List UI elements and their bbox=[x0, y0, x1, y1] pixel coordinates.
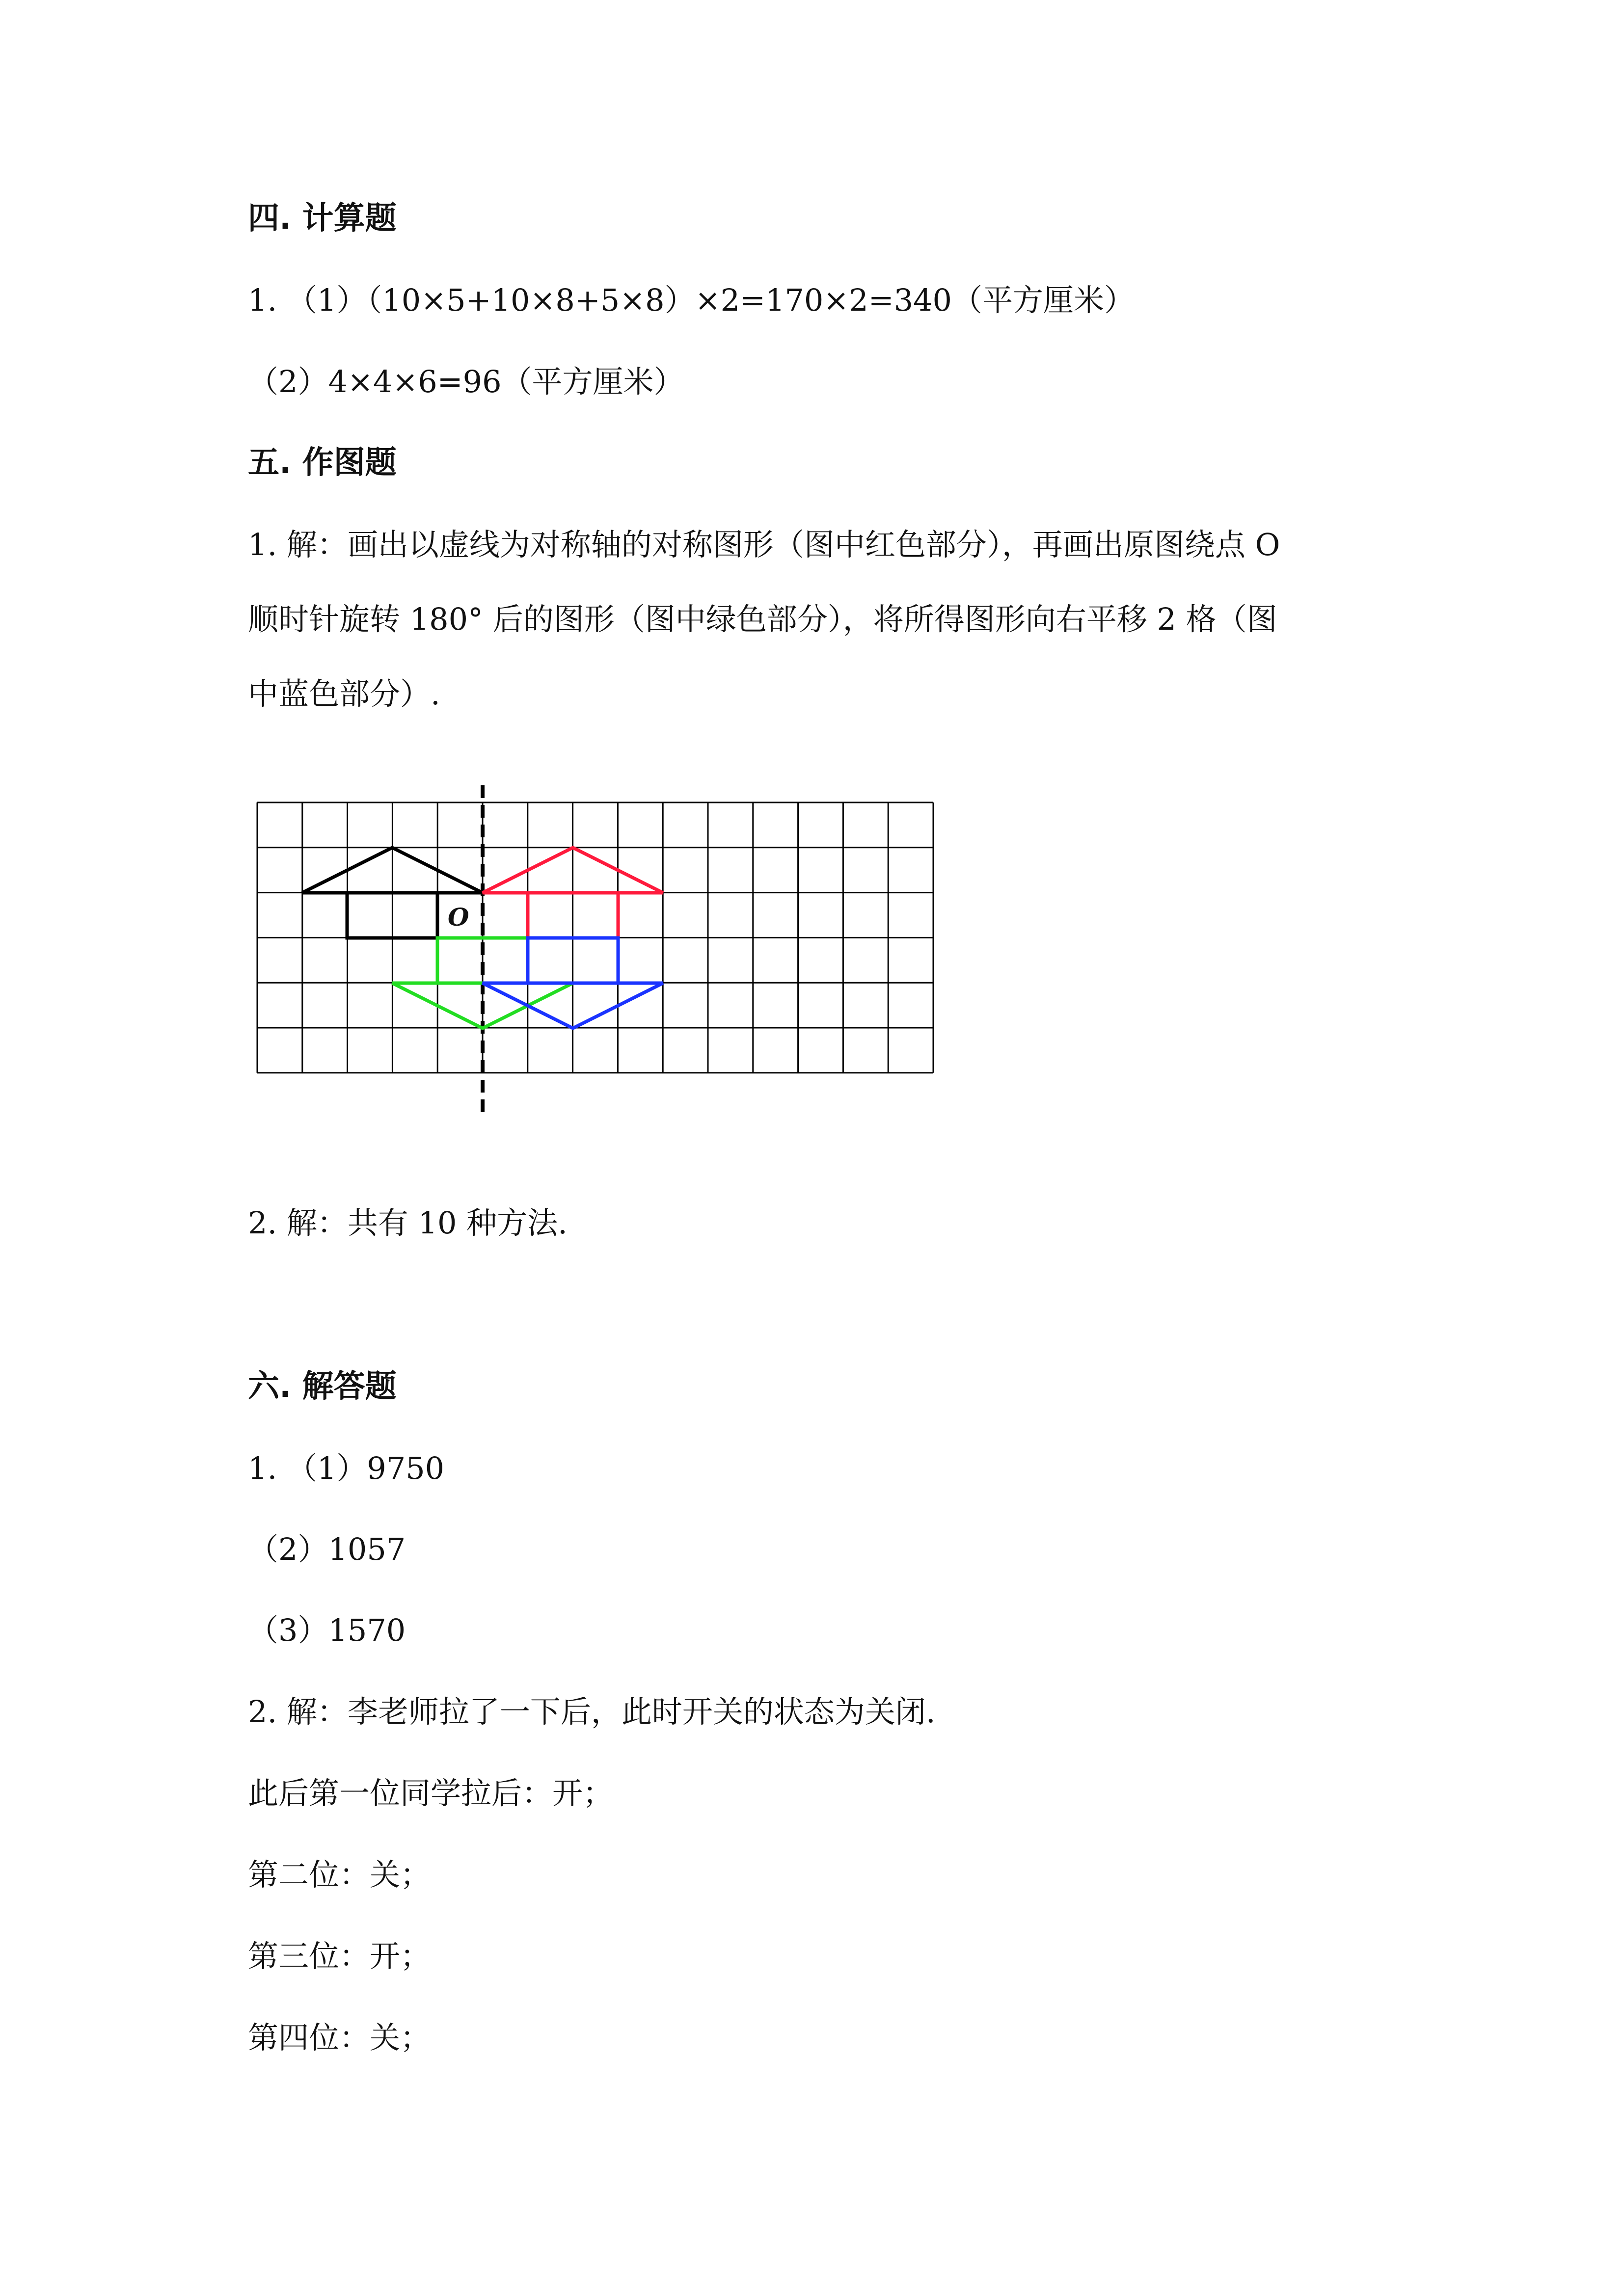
section-4-q1-part1: 1. （1）（10×5+10×8+5×8）×2=170×2=340（平方厘米） bbox=[248, 282, 1135, 318]
section-6-q2-line1: 2. 解：李老师拉了一下后，此时开关的状态为关闭. bbox=[248, 1694, 936, 1730]
section-5-q1-line1: 1. 解：画出以虚线为对称轴的对称图形（图中红色部分），再画出原图绕点 O bbox=[248, 527, 1280, 562]
section-6-q1-part2: （2）1057 bbox=[248, 1531, 406, 1567]
section-5-q2: 2. 解：共有 10 种方法. bbox=[248, 1205, 568, 1241]
section-6-q2-line5: 第四位：关； bbox=[248, 2020, 431, 2056]
section-6-q2-line3: 第二位：关； bbox=[248, 1857, 431, 1893]
section-5-q1-line3: 中蓝色部分）. bbox=[248, 676, 440, 712]
section-4-heading: 四. 计算题 bbox=[248, 200, 397, 237]
transformation-grid-figure bbox=[248, 780, 955, 1124]
section-6-q1-part3: （3）1570 bbox=[248, 1612, 406, 1648]
section-6-q2-line4: 第三位：开； bbox=[248, 1938, 431, 1974]
section-6-q1-part1: 1. （1）9750 bbox=[248, 1450, 445, 1486]
section-5-q1-line2: 顺时针旋转 180° 后的图形（图中绿色部分），将所得图形向右平移 2 格（图 bbox=[248, 601, 1277, 637]
section-6-q2-line2: 此后第一位同学拉后：开； bbox=[248, 1775, 614, 1811]
section-4-q1-part2: （2）4×4×6=96（平方厘米） bbox=[248, 364, 684, 400]
section-6-heading: 六. 解答题 bbox=[248, 1368, 397, 1405]
section-5-heading: 五. 作图题 bbox=[248, 445, 397, 481]
point-o-label: O bbox=[448, 903, 469, 932]
